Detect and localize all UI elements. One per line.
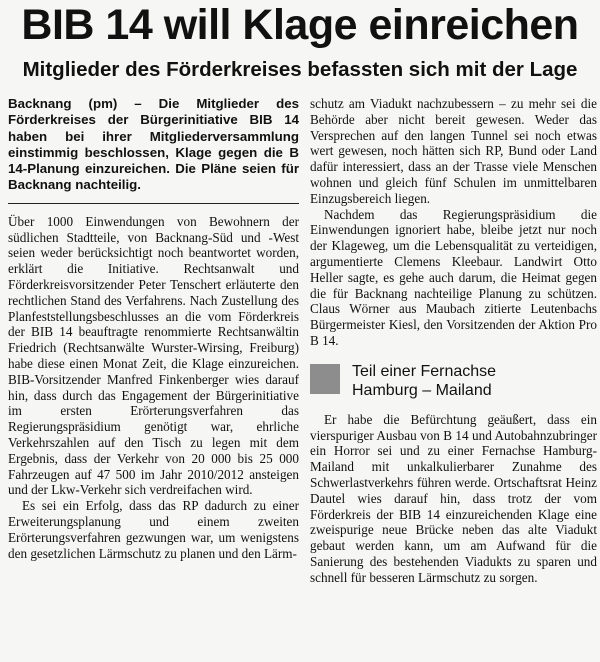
section-heading-line-1: Teil einer Fernachse — [352, 362, 497, 380]
right-column — [310, 96, 597, 586]
body-paragraph-2: Es sei ein Erfolg, dass das RP dadurch zu einer Erweiterungsplanung und einem zweiten Erörterungsverfahren gezwungen war, um wenigstens den gesetzlichen Lärmschutz zu planen und den Lärm- — [8, 498, 299, 561]
headline: BIB 14 will Klage einreichen — [21, 1, 579, 49]
body-paragraph-5: Er habe die Befürchtung geäußert, dass ein vierspuriger Ausbau von B 14 und Autobahnzubringer ein Horror sei und zu einer Fernachse Hamburg-Mailand mit unkalkulierbarer Zunahme des Schwerlastverkehrs führen werde. Ortschaftsrat Heinz Dautel wies darauf hin, dass trotz der vom Förderkreis der BIB 14 einzureichenden Klage eine zweispurige neue Brücke neben das alte Viadukt gebaut werden kann, um am Aufwand für die Sanierung des bestehenden Viadukts zu sparen und schnell für besseren Lärmschutz zu sorgen. — [310, 411, 597, 585]
section-heading-line-2: Hamburg – Mailand — [352, 381, 492, 399]
body-paragraph-3: schutz am Viadukt nachzubessern – zu mehr sei die Behörde aber nicht bereit gewesen. Weder das Versprechen auf den langen Tunnel sei noch etwas wert gewesen, noch hätten sich RP, Bund oder Land dafür interessiert, dass an der Trasse viele Menschen wohnen und gleich fünf Schulen im unmittelbaren Einzugsbereich liegen. — [310, 96, 597, 206]
lead-paragraph: Backnang (pm) – Die Mitglieder des Förderkreises der Bürgerinitiative BIB 14 haben bei ihrer Mitgliederversammlung einstimmig beschlossen, Klage gegen die B 14-Planung einzureichen. Die Pläne seien für Backnang nachteilig. — [8, 96, 299, 193]
left-column — [8, 96, 299, 561]
heading-marker-square — [310, 364, 340, 394]
body-paragraph-4: Nachdem das Regierungspräsidium die Einwendungen ignoriert habe, bleibe jetzt nur noch der Klageweg, um die Lebensqualität zu verteidigen, argumentierte Clemens Kleebaur. Landwirt Otto Heller sagte, es gehe auch darum, die Heimat gegen die für Backnang nachteilige Planung zu schützen. Claus Wörner aus Maubach zitierte Leutenbachs Bürgermeister Kiesl, den Vorsitzenden der Aktion Pro B 14. — [310, 206, 597, 348]
lead-divider — [8, 203, 299, 204]
subheadline: Mitglieder des Förderkreises befassten sich mit der Lage — [22, 58, 578, 81]
body-paragraph-1: Über 1000 Einwendungen von Bewohnern der südlichen Stadtteile, von Backnang-Süd und -West seien weder berücksichtigt noch beantwortet worden, erklärt die Initiative. Rechtsanwalt und Förderkreisvorsitzender Peter Tenschert erläuterte den rechtlichen Stand des Verfahrens. Nach Zustellung des Planfeststellungsbeschlusses an die vom Förderkreis der BIB 14 beauftragte renommierte Rechtsanwältin Friedrich (Rechtsanwälte Wurster-Wirsing, Freiburg) habe diese einen Monat Zeit, die Klage einzureichen. BIB-Vorsitzender Manfred Finkenberger wies darauf hin, dass durch das Engagement der Bürgerinitiative im ersten Erörterungsverfahren das Regierungspräsidium genötigt war, ehrliche Verkehrszahlen auf den Tisch zu legen mit dem Ergebnis, dass der Verkehr von 20 000 bis 25 000 Fahrzeugen auf 47 500 im Jahr 2010/2012 ansteigen und der Lkw-Verkehr sich verdreifachen wird. — [8, 213, 299, 498]
section-heading — [310, 362, 597, 400]
